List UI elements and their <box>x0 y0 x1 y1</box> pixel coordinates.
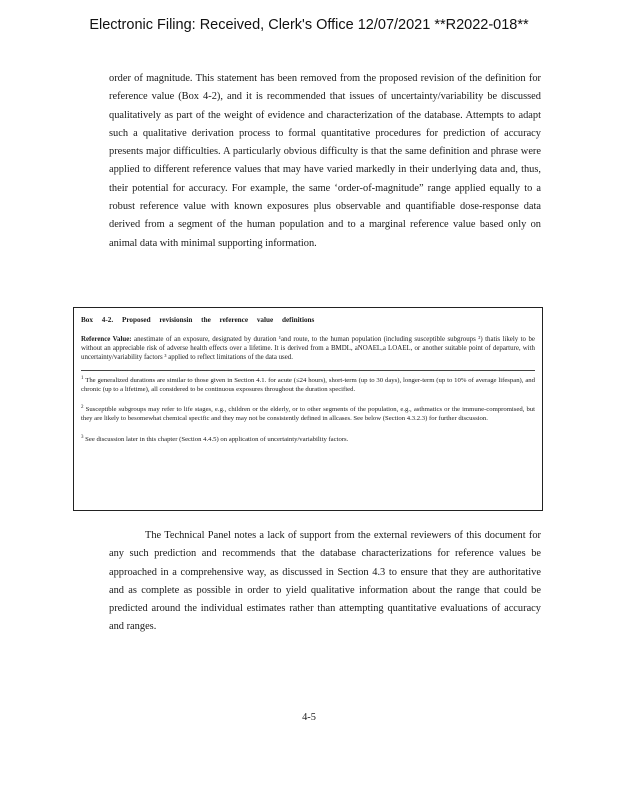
definition-term: Reference Value: <box>81 336 132 343</box>
filing-header: Electronic Filing: Received, Clerk's Office 12/07/2021 **R2022-018** <box>89 17 529 33</box>
reference-value-definition <box>81 336 535 363</box>
definition-box <box>73 307 543 511</box>
footnote-mark: 1 <box>81 375 84 381</box>
footnote-text: The generalized durations are similar to those given in Section 4.1. for acute (≤24 hours), short-term (up to 30 days), longer-term (up to 10% of average lifespan), and chronic (up to a lifetime), all considered to be continuous exposures throughout the duration specified. <box>81 376 535 394</box>
footnote-mark: 3 <box>81 434 84 440</box>
footnote <box>81 433 535 444</box>
footnote-divider <box>81 370 535 371</box>
body-paragraph-2 <box>109 527 541 637</box>
page-number: 4-5 <box>302 712 316 723</box>
box-title: Box 4-2. Proposed revisionsin the reference value definitions <box>81 316 315 324</box>
body-paragraph-1: order of magnitude. This statement has been removed from the proposed revision of the definition for reference value (Box 4-2), and it is recommended that issues of uncertainty/variability be discussed qualitatively as part of the weight of evidence and characterization of the database. Attempts to adapt such a qualitative derivation process to formal quantitative procedures for prediction of accuracy presents major difficulties. A particularly obvious difficulty is that the same definition and phrase were applied to different reference values that may have varied markedly in their underlying data and, thus, their potential for accuracy. For example, the same ‘order-of-magnitude” range applied equally to a robust reference value with known exposures plus observable and quantifiable dose-response data derived from a segment of the human population and to a marginal reference value based only on animal data with minimal supporting information. <box>109 73 541 249</box>
footnote <box>81 374 535 394</box>
definition-text: anestimate of an exposure, designated by duration ¹and route, to the human population (including susceptible subgroups ²) thatis likely to be without an appreciable risk of adverse health effects over a lifetime. It is derived from a BMDL, aNOAEL,a LOAEL, or another suitable point of departure, with uncertainty/variability factors ³ applied to reflect limitations of the data used. <box>81 336 535 361</box>
footnote-text: See discussion later in this chapter (Section 4.4.5) on application of uncertainty/variability factors. <box>85 435 349 443</box>
body-paragraph-2-text: The Technical Panel notes a lack of support from the external reviewers of this document for any such prediction and recommends that the database characterizations for reference values be approached in a comprehensive way, as discussed in Section 4.3 to ensure that they are authoritative and as complete as possible in order to yield qualitative information about the range that could be predicted around the individual estimates rather than attempting quantitative evaluations of accuracy and ranges. <box>109 530 541 633</box>
footnote <box>81 403 535 423</box>
footnote-text: Susceptible subgroups may refer to life stages, e.g., children or the elderly, or to other segments of the population, e.g., asthmatics or the immune-compromised, but they are likely to besomewhat chemical specific and they may not be consistently defined in allcases. See below (Section 4.3.2.3) for further discussion. <box>81 406 535 423</box>
footnote-mark: 2 <box>81 405 84 411</box>
